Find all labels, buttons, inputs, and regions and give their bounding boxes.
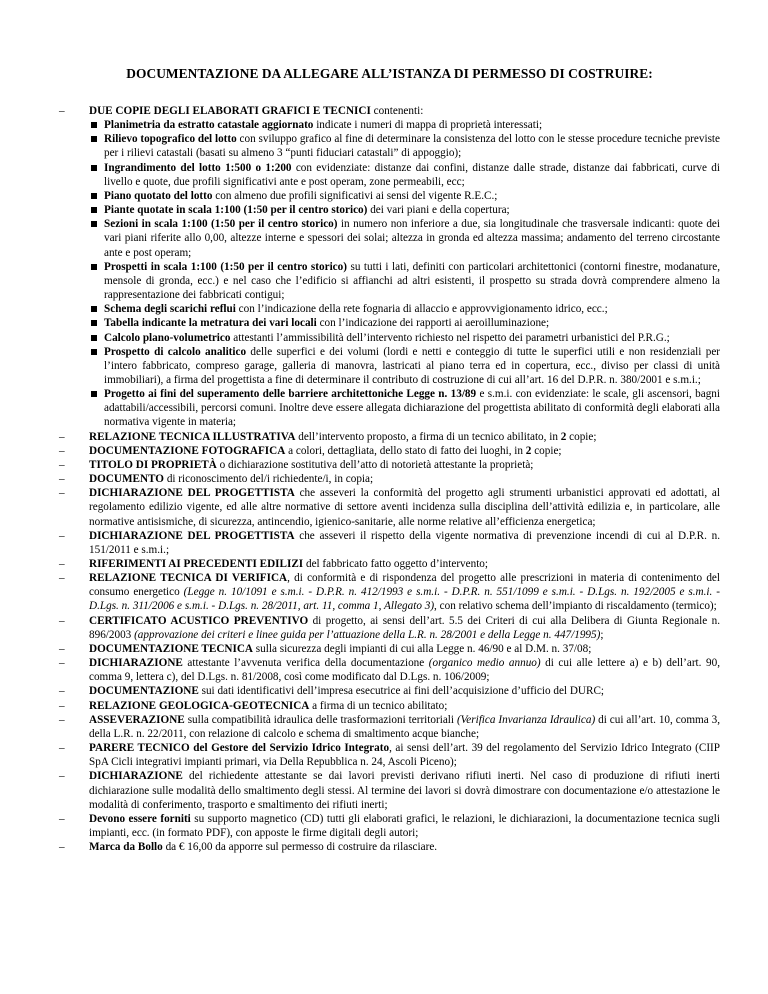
- sub-list-item: [89, 161, 720, 189]
- bold-text: Marca da Bollo: [89, 841, 163, 854]
- list-item: [59, 656, 720, 684]
- dash-bullet-icon: –: [59, 841, 65, 854]
- italic-text: (organico medio annuo): [428, 657, 541, 670]
- dash-bullet-icon: –: [59, 685, 65, 698]
- body-text: con sviluppo grafico al fine di determinare la consistenza del lotto con le stesse procedure tecniche previste per i rilievi catastali (basati su almeno 3 “punti fiduciari catastali” di appoggio);: [104, 133, 721, 160]
- bold-text: Prospetti in scala 1:100 (1:50 per il centro storico): [104, 260, 347, 273]
- square-bullet-icon: [91, 349, 97, 355]
- italic-text: (Legge n. 10/1091 e s.m.i. - D.P.R. n. 412/1993 e s.m.i. - D.P.R. n. 551/1099 e s.m.i. - D.Lgs. n. 192/2005 e s.m.i. - D.Lgs. n. 311/2006 e s.m.i. - D.Lgs. n. 28/2011, art. 11, comma 1, Allegato 3): [89, 586, 720, 613]
- body-text: dei vari piani e della copertura;: [367, 204, 510, 217]
- body-text: , con relativo schema dell’impianto di riscaldamento (termico);: [434, 600, 717, 613]
- square-bullet-icon: [91, 122, 97, 128]
- body-text: su tutti i lati, definiti con particolari architettonici (contorni finestre, modanature, mensole di gronda, ecc.) e nel caso che l’edificio si affianchi ad altri esistenti, il prospetto su strada dovrà comprendere almeno la rappresentazione dei fabbricati contigui;: [104, 260, 720, 302]
- sub-list-item: [89, 316, 720, 330]
- sub-list-item: [89, 189, 720, 203]
- bold-text: CERTIFICATO ACUSTICO PREVENTIVO: [89, 614, 309, 627]
- list-item: [59, 104, 720, 430]
- dash-bullet-icon: –: [59, 614, 65, 627]
- body-text: di cui all’art. 10, comma 3, della L.R. n. 22/2011, con relazione di calcolo e schema di smaltimento acque bianche;: [89, 713, 721, 740]
- sub-list-item: [89, 260, 720, 302]
- body-text: , di conformità e di rispondenza del progetto alle prescrizioni in materia di contenimento del consumo energetico: [89, 572, 720, 599]
- list-item: [59, 486, 720, 528]
- dash-bullet-icon: –: [59, 699, 65, 712]
- dash-bullet-icon: –: [59, 430, 65, 443]
- bold-text: Schema degli scarichi reflui: [104, 303, 236, 316]
- square-bullet-icon: [91, 193, 97, 199]
- list-item: [59, 769, 720, 811]
- square-bullet-icon: [91, 391, 97, 397]
- bold-text: Planimetria da estratto catastale aggiornato: [104, 119, 314, 132]
- body-text: contenenti:: [370, 105, 424, 117]
- sub-list-item: [89, 203, 720, 217]
- sub-list-item: [89, 217, 720, 259]
- dash-bullet-icon: –: [59, 473, 65, 486]
- document-title: DOCUMENTAZIONE DA ALLEGARE ALL’ISTANZA DI PERMESSO DI COSTRUIRE:: [126, 66, 653, 81]
- dash-bullet-icon: –: [59, 572, 65, 585]
- body-text: di riconoscimento del/i richiedente/i, in copia;: [164, 473, 374, 486]
- body-text: su supporto magnetico (CD) tutti gli elaborati grafici, le relazioni, le dichiarazioni, la documentazione tecnica sugli impianti, ecc. (in formato PDF), con apposte le firme digitali degli autori;: [89, 812, 720, 839]
- bold-text: TITOLO DI PROPRIETÀ: [89, 458, 217, 471]
- body-text: attestanti l’ammissibilità dell’intervento richiesto nel rispetto dei parametri urbanistici del P.R.G.;: [230, 331, 670, 344]
- bold-text: RELAZIONE GEOLOGICA-GEOTECNICA: [89, 699, 310, 712]
- bold-text: 2: [525, 444, 532, 457]
- bold-text: ASSEVERAZIONE: [89, 713, 185, 726]
- body-text: del fabbricato fatto oggetto d’intervento;: [303, 558, 489, 570]
- body-text: , ai sensi dell’art. 39 del regolamento del Servizio Idrico Integrato (CIIP SpA Cicli integrativi impianti primari, via Della Repubblica n. 24, Ascoli Piceno);: [89, 742, 720, 769]
- body-text: che asseveri il rispetto della vigente normativa di prevenzione incendi di cui al D.P.R. n. 151/2011 e s.m.i.;: [89, 529, 720, 556]
- bold-text: DUE COPIE DEGLI ELABORATI GRAFICI E TECNICI: [89, 105, 371, 117]
- list-item: [59, 529, 720, 557]
- bold-text: DOCUMENTAZIONE FOTOGRAFICA: [89, 444, 286, 457]
- bold-text: Calcolo plano-volumetrico: [104, 331, 231, 344]
- dash-bullet-icon: –: [59, 529, 65, 542]
- body-text: con evidenziate: distanze dai confini, distanze dalle strade, distanze dai fabbricati, curve di livello e quote, due profili significativi ante e post operam, zone permeabili, ecc;: [104, 161, 720, 188]
- square-bullet-icon: [91, 335, 97, 341]
- body-text: che asseveri la conformità del progetto agli strumenti urbanistici approvati ed adottati, al regolamento edilizio vigente, ed alle altre normative di settore aventi incidenza sulla disciplina dell’attività edilizia e, in particolare, alle normative antisismiche, di sicurezza, antincendio, igienico-sanitarie, alle norme relative all’efficienza energetica;: [89, 487, 720, 528]
- bold-text: DOCUMENTO: [89, 473, 165, 486]
- sub-list-item: [89, 345, 720, 387]
- bold-text: Progetto ai fini del superamento delle barriere architettoniche Legge n. 13/89: [104, 388, 477, 401]
- dash-bullet-icon: –: [59, 444, 65, 457]
- requirements-list: [59, 104, 720, 854]
- body-text: sulla compatibilità idraulica delle trasformazioni territoriali: [184, 713, 457, 726]
- bold-text: RELAZIONE TECNICA ILLUSTRATIVA: [89, 430, 296, 443]
- bold-text: Piano quotato del lotto: [104, 189, 213, 202]
- list-item: [59, 713, 720, 741]
- body-text: dell’intervento proposto, a firma di un tecnico abilitato, in: [295, 430, 561, 443]
- body-text: del richiedente attestante se dai lavori previsti derivano rifiuti inerti. Nel caso di produzione di rifiuti inerti dichiarazione sulle modalità dello smaltimento degli stessi. Al termine dei lavori si dovrà dimostrare con documentazione e/o attestazione le modalità di conferimento, trasporto e smaltimento dei rifiuti inerti;: [89, 770, 720, 811]
- list-item: [59, 444, 720, 458]
- square-bullet-icon: [91, 221, 97, 227]
- bold-text: 2: [560, 430, 567, 443]
- dash-bullet-icon: –: [59, 487, 65, 500]
- body-text: ;: [600, 628, 604, 641]
- list-item: [59, 840, 720, 854]
- body-text: a colori, dettagliata, dello stato di fatto dei luoghi, in: [285, 444, 526, 457]
- bold-text: DICHIARAZIONE DEL PROGETTISTA: [89, 487, 295, 500]
- bold-text: Piante quotate in scala 1:100 (1:50 per il centro storico): [104, 204, 368, 217]
- bold-text: Devono essere forniti: [89, 812, 191, 825]
- body-text: sui dati identificativi dell’impresa esecutrice ai fini dell’acquisizione d’ufficio del DURC;: [198, 685, 605, 698]
- sub-list-item: [89, 331, 720, 345]
- dash-bullet-icon: –: [59, 742, 65, 755]
- sub-list-item: [89, 302, 720, 316]
- body-text: e s.m.i. con evidenziate: le scale, gli ascensori, bagni adattabili/accessibili, percorsi comuni. Inoltre deve essere allegata dichiarazione del progettista abilitato di conformità degli elaborati alla normativa vigente in materia;: [104, 388, 720, 429]
- bold-text: RELAZIONE TECNICA DI VERIFICA: [89, 572, 288, 585]
- sub-list-item: [89, 387, 720, 429]
- body-text: attestante l’avvenuta verifica della documentazione: [182, 657, 429, 670]
- dash-bullet-icon: –: [59, 657, 65, 670]
- list-item: [59, 812, 720, 840]
- body-text: di cui alle lettere a) e b) dell’art. 90, comma 9, lettera c), del D.Lgs. n. 81/2008, così come modificato dal D.Lgs. n. 106/2009;: [89, 657, 720, 684]
- body-text: copie;: [531, 444, 562, 457]
- list-item: [59, 458, 720, 472]
- body-text: a firma di un tecnico abilitato;: [309, 699, 448, 712]
- italic-text: (Verifica Invarianza Idraulica): [456, 713, 596, 726]
- list-item: [59, 684, 720, 698]
- body-text: o dichiarazione sostitutiva dell’atto di notorietà attestante la proprietà;: [216, 458, 534, 471]
- dash-bullet-icon: –: [59, 713, 65, 726]
- dash-bullet-icon: –: [59, 642, 65, 655]
- bold-text: DOCUMENTAZIONE TECNICA: [89, 642, 253, 655]
- list-item: [59, 571, 720, 613]
- body-text: con l’indicazione della rete fognaria di allaccio e approvvigionamento idrico, ecc.;: [235, 303, 608, 316]
- list-item: [59, 430, 720, 444]
- sub-list-item: [89, 132, 720, 160]
- body-text: con l’indicazione dei rapporti ai aeroilluminazione;: [316, 317, 550, 330]
- square-bullet-icon: [91, 207, 97, 213]
- square-bullet-icon: [91, 165, 97, 171]
- bold-text: Prospetto di calcolo analitico: [104, 345, 247, 358]
- body-text: sulla sicurezza degli impianti di cui alla Legge n. 46/90 e al D.M. n. 37/08;: [253, 642, 592, 655]
- list-item: [59, 741, 720, 769]
- list-item: [59, 642, 720, 656]
- sub-list: [89, 118, 720, 429]
- dash-bullet-icon: –: [59, 558, 65, 570]
- bold-text: DOCUMENTAZIONE: [89, 685, 199, 698]
- square-bullet-icon: [91, 320, 97, 326]
- bold-text: DICHIARAZIONE: [89, 657, 183, 670]
- sub-list-item: [89, 118, 720, 132]
- bold-text: Tabella indicante la metratura dei vari locali: [104, 317, 317, 330]
- list-item: [59, 699, 720, 713]
- bold-text: DICHIARAZIONE: [89, 770, 183, 783]
- bold-text: Ingrandimento del lotto 1:500 o 1:200: [104, 161, 292, 174]
- square-bullet-icon: [91, 136, 97, 142]
- list-item: [59, 614, 720, 642]
- bold-text: Rilievo topografico del lotto: [104, 133, 237, 146]
- body-text: con almeno due profili significativi ai sensi del vigente R.E.C.;: [212, 189, 498, 202]
- body-text: da € 16,00 da apporre sul permesso di costruire da rilasciare.: [162, 841, 438, 854]
- body-text: in numero non inferiore a due, sia longitudinale che trasversale indicanti: quote dei vari piani riferite allo 0,00, altezze interne e spessori dei solai; altezza in gronda ed altezza massima; andamento del terreno circostante ante e post operam;: [104, 218, 720, 259]
- dash-bullet-icon: –: [59, 105, 65, 117]
- bold-text: PARERE TECNICO del Gestore del Servizio Idrico Integrato: [89, 742, 390, 755]
- list-item: [59, 557, 720, 571]
- dash-bullet-icon: –: [59, 812, 65, 825]
- square-bullet-icon: [91, 264, 97, 270]
- body-text: indicate i numeri di mappa di proprietà interessati;: [313, 119, 543, 132]
- body-text: di progetto, ai sensi dell’art. 5.5 dei Criteri di cui alla Delibera di Giunta Regionale n. 896/2003: [89, 614, 720, 641]
- square-bullet-icon: [91, 306, 97, 312]
- italic-text: (approvazione dei criteri e linee guida per l’attuazione della L.R. n. 28/2001 e della Legge n. 447/1995): [134, 628, 601, 641]
- body-text: delle superfici e dei volumi (lordi e netti e conteggio di tutte le superfici utili e non residenziali per l’intero fabbricato, compreso garage, galleria di manovra, lastricati al piano terra ed in copertura, ecc., diviso per classi di unità immobiliari), a firma del progettista a fine di determinare il contributo di costruzione di cui all’art. 16 del D.P.R. n. 380/2001 e s.m.i.;: [104, 345, 721, 386]
- dash-bullet-icon: –: [59, 770, 65, 783]
- bold-text: DICHIARAZIONE DEL PROGETTISTA: [89, 529, 295, 542]
- dash-bullet-icon: –: [59, 458, 65, 471]
- bold-text: Sezioni in scala 1:100 (1:50 per il centro storico): [104, 218, 338, 231]
- bold-text: RIFERIMENTI AI PRECEDENTI EDILIZI: [89, 558, 304, 570]
- body-text: copie;: [566, 430, 597, 443]
- list-item: [59, 472, 720, 486]
